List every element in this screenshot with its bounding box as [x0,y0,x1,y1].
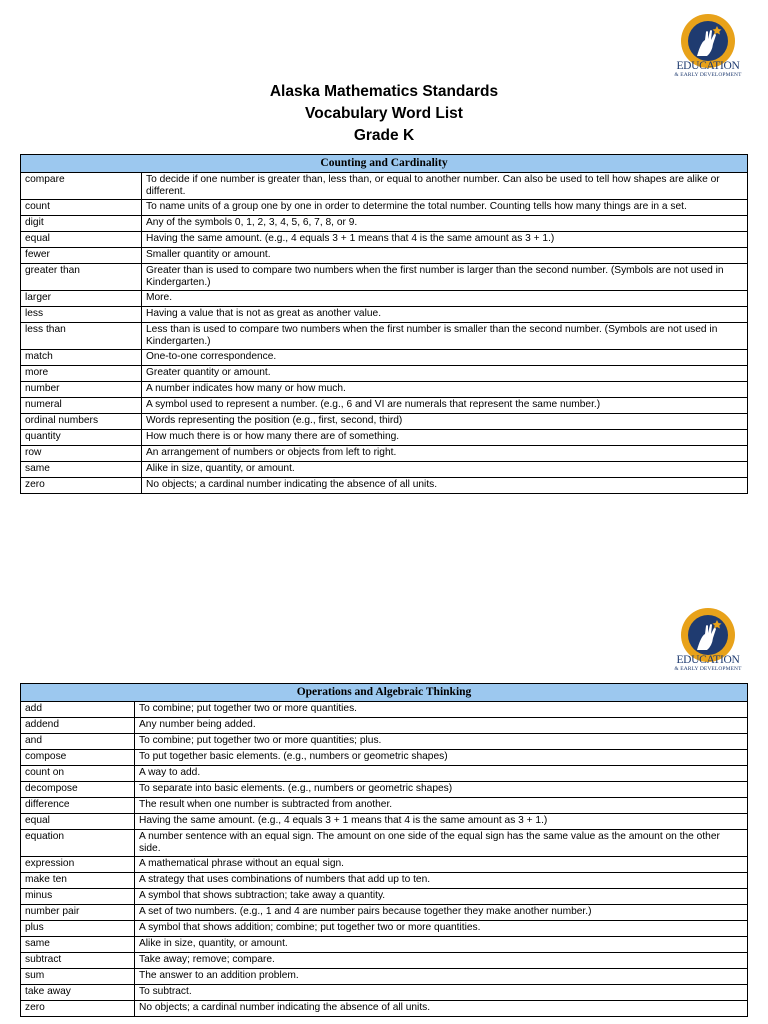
definition-cell: To subtract. [135,985,748,1001]
counting-cardinality-table [20,154,748,494]
table-row [21,232,748,248]
table-row [21,985,748,1001]
table-row [21,889,748,905]
definition-cell: Any of the symbols 0, 1, 2, 3, 4, 5, 6, 7, 8, or 9. [142,216,748,232]
definition-cell: One-to-one correspondence. [142,350,748,366]
table-heading: Counting and Cardinality [21,155,748,173]
table-row [21,718,748,734]
term-cell: larger [21,291,142,307]
term-cell: match [21,350,142,366]
term-cell: equal [21,232,142,248]
definition-cell: A number sentence with an equal sign. The amount on one side of the equal sign has the same value as the amount on the other side. [135,830,748,857]
table-row [21,798,748,814]
term-cell: ordinal numbers [21,414,142,430]
definition-cell: Having the same amount. (e.g., 4 equals 3 + 1 means that 4 is the same amount as 3 + 1.) [142,232,748,248]
term-cell: decompose [21,782,135,798]
term-cell: row [21,446,142,462]
definition-cell: To combine; put together two or more quantities; plus. [135,734,748,750]
term-cell: sum [21,969,135,985]
table-row [21,873,748,889]
definition-cell: Greater than is used to compare two numbers when the first number is larger than the second number. (Symbols are not used in Kindergarten.) [142,264,748,291]
term-cell: addend [21,718,135,734]
table-row [21,248,748,264]
term-cell: compose [21,750,135,766]
definition-cell: A symbol that shows subtraction; take away a quantity. [135,889,748,905]
table-row [21,969,748,985]
table-row [21,366,748,382]
table-row [21,350,748,366]
table-row [21,702,748,718]
table-row [21,830,748,857]
term-cell: difference [21,798,135,814]
table-row [21,937,748,953]
table-row [21,462,748,478]
definition-cell: Having the same amount. (e.g., 4 equals 3 + 1 means that 4 is the same amount as 3 + 1.) [135,814,748,830]
definition-cell: A symbol that shows addition; combine; put together two or more quantities. [135,921,748,937]
table-row [21,414,748,430]
table-row [21,323,748,350]
header-subtitle: Vocabulary Word List [305,105,463,122]
header-grade: Grade K [353,127,415,144]
definition-cell: A set of two numbers. (e.g., 1 and 4 are number pairs because together they make another number.) [135,905,748,921]
table-row [21,1001,748,1017]
alaska-education-logo [667,606,749,676]
table-row [21,307,748,323]
term-cell: count [21,200,142,216]
table-row [21,734,748,750]
table-row [21,446,748,462]
definition-cell: Less than is used to compare two numbers when the first number is smaller than the second number. (Symbols are not used in Kindergarten.) [142,323,748,350]
term-cell: zero [21,1001,135,1017]
term-cell: make ten [21,873,135,889]
term-cell: same [21,937,135,953]
table-row [21,814,748,830]
definition-cell: A strategy that uses combinations of numbers that add up to ten. [135,873,748,889]
term-cell: take away [21,985,135,1001]
table-row [21,857,748,873]
term-cell: compare [21,173,142,200]
definition-cell: An arrangement of numbers or objects from left to right. [142,446,748,462]
table-row [21,782,748,798]
term-cell: add [21,702,135,718]
term-cell: plus [21,921,135,937]
table-row [21,953,748,969]
definition-cell: To combine; put together two or more quantities. [135,702,748,718]
operations-algebraic-table [20,683,748,1017]
table-row [21,766,748,782]
term-cell: digit [21,216,142,232]
term-cell: numeral [21,398,142,414]
table-row [21,430,748,446]
definition-cell: Alike in size, quantity, or amount. [135,937,748,953]
definition-cell: More. [142,291,748,307]
logo-line-2: & EARLY DEVELOPMENT [674,666,742,672]
definition-cell: Smaller quantity or amount. [142,248,748,264]
definition-cell: Any number being added. [135,718,748,734]
definition-cell: No objects; a cardinal number indicating the absence of all units. [142,478,748,494]
term-cell: fewer [21,248,142,264]
term-cell: and [21,734,135,750]
definition-cell: To decide if one number is greater than, less than, or equal to another number. Can also be used to tell how shapes are alike or different. [142,173,748,200]
term-cell: zero [21,478,142,494]
term-cell: greater than [21,264,142,291]
definition-cell: A number indicates how many or how much. [142,382,748,398]
logo-line-1: EDUCATION [676,654,740,666]
term-cell: less [21,307,142,323]
term-cell: subtract [21,953,135,969]
term-cell: same [21,462,142,478]
table-heading: Operations and Algebraic Thinking [21,684,748,702]
definition-cell: Alike in size, quantity, or amount. [142,462,748,478]
table-row [21,750,748,766]
table-row [21,264,748,291]
term-cell: number pair [21,905,135,921]
table-row [21,291,748,307]
definition-cell: Take away; remove; compare. [135,953,748,969]
definition-cell: To put together basic elements. (e.g., numbers or geometric shapes) [135,750,748,766]
term-cell: equal [21,814,135,830]
term-cell: equation [21,830,135,857]
definition-cell: A symbol used to represent a number. (e.g., 6 and VI are numerals that represent the same number.) [142,398,748,414]
definition-cell: To name units of a group one by one in order to determine the total number. Counting tells how many things are in a set. [142,200,748,216]
table-row [21,382,748,398]
definition-cell: To separate into basic elements. (e.g., numbers or geometric shapes) [135,782,748,798]
table-row [21,200,748,216]
term-cell: expression [21,857,135,873]
definition-cell: How much there is or how many there are of something. [142,430,748,446]
definition-cell: The answer to an addition problem. [135,969,748,985]
term-cell: less than [21,323,142,350]
term-cell: number [21,382,142,398]
table-row [21,921,748,937]
definition-cell: A mathematical phrase without an equal sign. [135,857,748,873]
term-cell: quantity [21,430,142,446]
header-title: Alaska Mathematics Standards [269,83,499,100]
table-row [21,478,748,494]
definition-cell: A way to add. [135,766,748,782]
logo-line-1: EDUCATION [676,60,740,72]
definition-cell: Greater quantity or amount. [142,366,748,382]
table-row [21,173,748,200]
definition-cell: The result when one number is subtracted from another. [135,798,748,814]
definition-cell: No objects; a cardinal number indicating the absence of all units. [135,1001,748,1017]
term-cell: minus [21,889,135,905]
table-row [21,905,748,921]
logo-line-2: & EARLY DEVELOPMENT [674,72,742,78]
table-row [21,398,748,414]
alaska-education-logo [667,12,749,82]
term-cell: more [21,366,142,382]
definition-cell: Having a value that is not as great as another value. [142,307,748,323]
definition-cell: Words representing the position (e.g., first, second, third) [142,414,748,430]
table-row [21,216,748,232]
term-cell: count on [21,766,135,782]
